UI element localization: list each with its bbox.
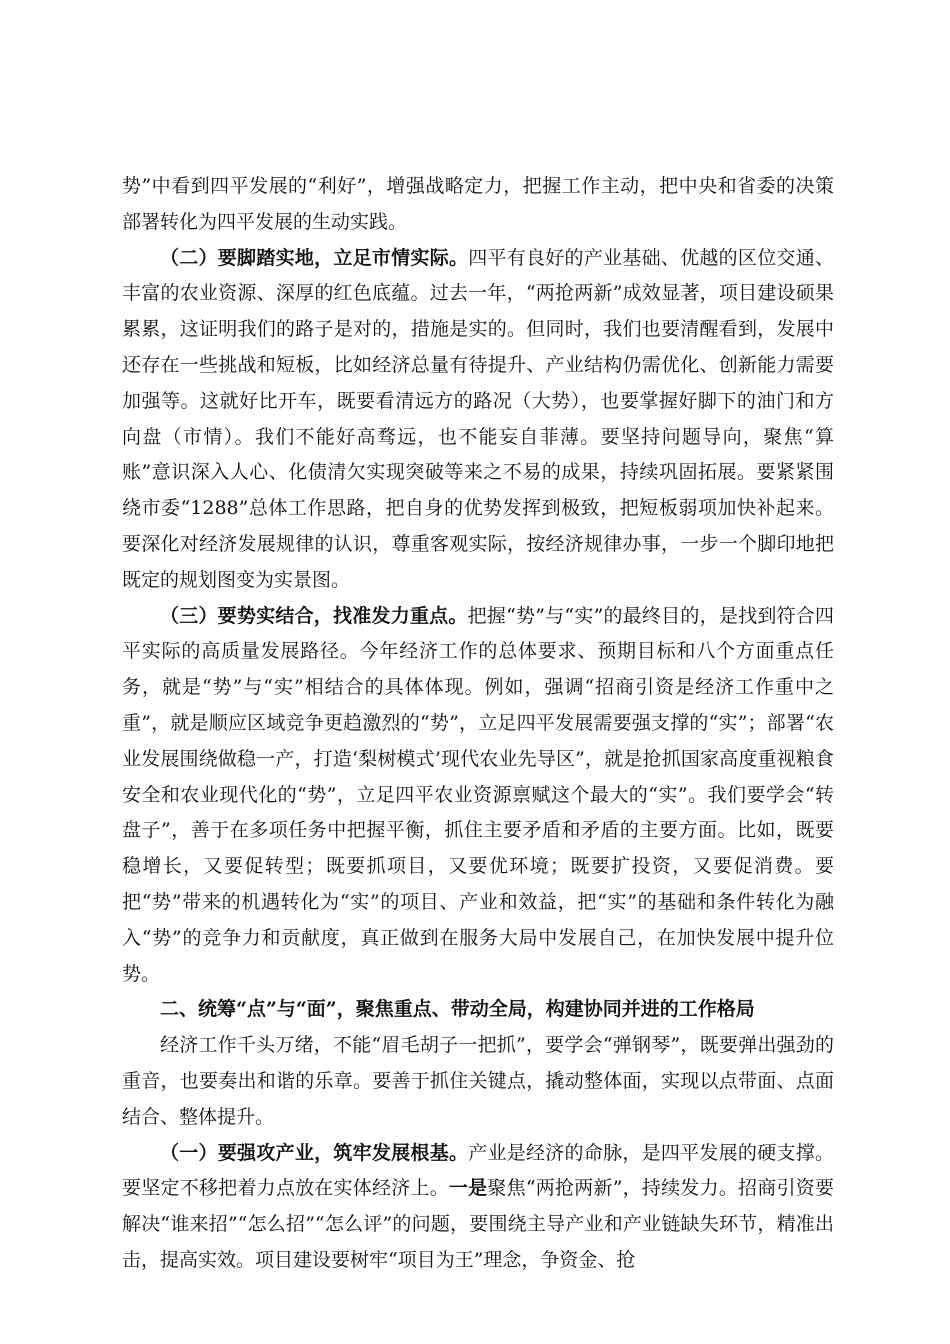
section-heading — [122, 992, 834, 1028]
paragraph-continuation — [122, 169, 834, 241]
paragraph-text-2: 聚焦“两抢两新”，持续发力。招商引资要解决“谁来招”“怎么招”“怎么评”的问题，要围绕主导产业和产业链缺失环节，精准出击，提高实效。项目建设要树牢“项目为王”理念，争资金、抢 — [122, 1177, 834, 1271]
paragraph-text: 势”中看到四平发展的“利好”，增强战略定力，把握工作主动，把中央和省委的决策部署转化为四平发展的生动实践。 — [122, 175, 834, 233]
paragraph-subsection-1 — [122, 1136, 834, 1279]
paragraph-lead: （三）要势实结合，找准发力重点。 — [160, 604, 468, 627]
paragraph-lead: （一）要强攻产业，筑牢发展根基。 — [160, 1141, 469, 1164]
paragraph-text: 四平有良好的产业基础、优越的区位交通、丰富的农业资源、深厚的红色底蕴。过去一年，“两抢两新”成效显著，项目建设硕果累累，这证明我们的路子是对的，措施是实的。但同时，我们也要清醒看到，发展中还存在一些挑战和短板，比如经济总量有待提升、产业结构仍需优化、创新能力需要加强等。这就好比开车，既要看清远方的路况（大势），也要掌握好脚下的油门和方向盘（市情）。我们不能好高骛远，也不能妄自菲薄。要坚持问题导向，聚焦“算账”意识深入人心、化债清欠实现突破等来之不易的成果，持续巩固拓展。要紧紧围绕市委“1288”总体工作思路，把自身的优势发挥到极致，把短板弱项加快补起来。要深化对经济发展规律的认识，尊重客观实际，按经济规律办事，一步一个脚印地把既定的规划图变为实景图。 — [122, 246, 834, 591]
paragraph-section-3 — [122, 599, 834, 993]
paragraph-text: 经济工作千头万绪，不能“眉毛胡子一把抓”，要学会“弹钢琴”，既要弹出强劲的重音，也要奏出和谐的乐章。要善于抓住关键点，撬动整体面，实现以点带面、点面结合、整体提升。 — [122, 1034, 834, 1128]
paragraph-lead-2: 一是 — [448, 1177, 488, 1200]
paragraph-text: 把握“势”与“实”的最终目的，是找到符合四平实际的高质量发展路径。今年经济工作的总体要求、预期目标和八个方面重点任务，就是“势”与“实”相结合的具体体现。例如，强调“招商引资是经济工作重中之重”，就是顺应区域竞争更趋激烈的“势”，立足四平发展需要强支撑的“实”；部署“农业发展围绕做稳一产，打造‘梨树模式’现代农业先导区”，就是抢抓国家高度重视粮食安全和农业现代化的“势”，立足四平农业资源禀赋这个最大的“实”。我们要学会“转盘子”，善于在多项任务中把握平衡，抓住主要矛盾和矛盾的主要方面。比如，既要稳增长，又要促转型；既要抓项目，又要优环境；既要扩投资，又要促消费。要把“势”带来的机遇转化为“实”的项目、产业和效益，把“实”的基础和条件转化为融入“势”的竞争力和贡献度，真正做到在服务大局中发展自己，在加快发展中提升位势。 — [122, 604, 834, 985]
document-page — [122, 169, 834, 1279]
paragraph-section-2 — [122, 241, 834, 599]
paragraph-intro — [122, 1028, 834, 1135]
paragraph-lead: （二）要脚踏实地，立足市情实际。 — [160, 246, 469, 269]
heading-text: 二、统筹“点”与“面”，聚焦重点、带动全局，构建协同并进的工作格局 — [160, 998, 755, 1021]
paragraph-text: 产业是经济的命脉，是四平发展的硬支撑。要坚定不移把着力点放在实体经济上。 — [122, 1141, 834, 1200]
